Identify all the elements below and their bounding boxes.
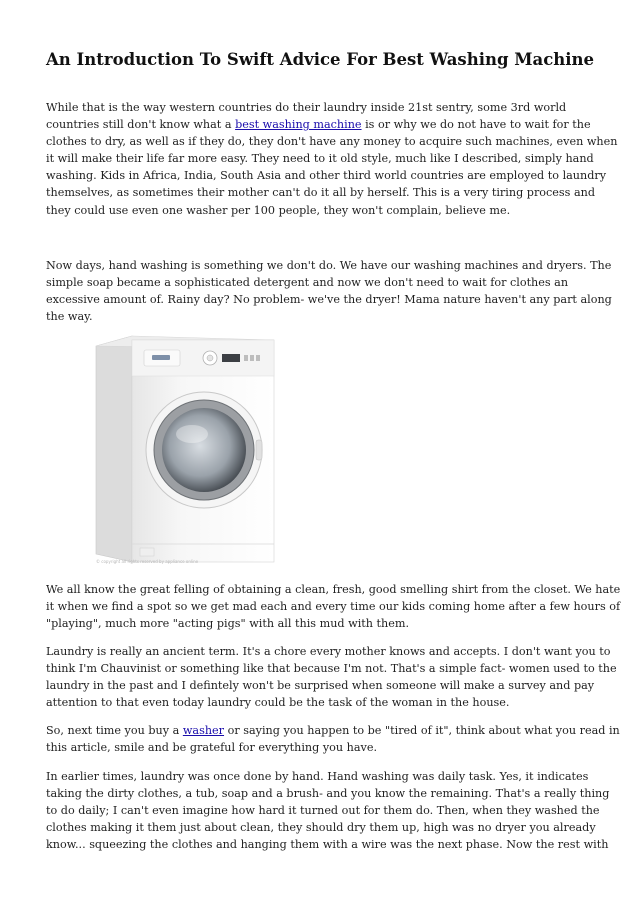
text-line: While that is the way western countries do their laundry inside 21st sentry, some 3rd world <box>46 101 567 114</box>
washing-machine-image <box>92 330 292 568</box>
text-line: In earlier times, laundry was once done by hand. Hand washing was daily task. Yes, it indicates <box>46 770 589 783</box>
text-line: excessive amount of. Rainy day? No problem- we've the dryer! Mama nature haven't any part along <box>46 293 612 307</box>
text-segment: is or why we do not have to wait for the <box>361 118 591 132</box>
text-line: it when we find a spot so we get mad each and every time our kids coming home after a few hours of <box>46 600 621 614</box>
text-line: themselves, as sometimes their mother can't do it all by herself. This is a very tiring process and <box>46 186 595 200</box>
text-line: clothes making it them just about clean, they should dry them up, high was no dryer you already <box>46 821 596 835</box>
text-line: to do daily; I can't even imagine how hard it turned out for them do. Then, when they washed the <box>46 804 600 818</box>
text-line: We all know the great felling of obtaining a clean, fresh, good smelling shirt from the closet. We hate <box>46 583 621 596</box>
text-line: "playing", much more "acting pigs" with all this mud with them. <box>46 617 410 631</box>
text-line: know... squeezing the clothes and hanging them with a wire was the next phase. Now the rest with <box>46 838 609 852</box>
paragraph-3 <box>46 581 621 632</box>
text-line <box>46 116 594 133</box>
text-line: Laundry is really an ancient term. It's a chore every mother knows and accepts. I don't want you to <box>46 645 611 658</box>
paragraph-5 <box>46 722 620 756</box>
best-washing-machine-link[interactable]: best washing machine <box>235 118 362 132</box>
text-line: clothes to dry, as well as if they do, they don't have any money to acquire such machines, even when <box>46 135 618 149</box>
text-line: laundry in the past and I defintely won't be surprised when someone will make a survey and pay <box>46 679 595 693</box>
text-line: taking the dirty clothes, a tub, soap and a brush- and you know the remaining. That's a really thing <box>46 787 610 801</box>
text-line: this article, smile and be grateful for everything you have. <box>46 741 378 755</box>
text-line: simple soap became a sophisticated detergent and now we don't need to wait for clothes an <box>46 276 569 290</box>
text-line: attention to that even today laundry could be the task of the woman in the house. <box>46 696 510 710</box>
text-segment: So, next time you buy a <box>46 724 183 737</box>
paragraph-1 <box>46 99 618 219</box>
image-caption: © copyright all rights reserved by appliance online <box>96 559 199 564</box>
text-line: they could use even one washer per 100 people, they won't complain, believe me. <box>46 203 511 217</box>
paragraph-6 <box>46 768 610 853</box>
text-line <box>46 722 620 739</box>
paragraph-2 <box>46 257 612 325</box>
text-segment: or saying you happen to be "tired of it", think about what you read in <box>224 724 620 737</box>
text-line: it will make their life far more easy. They need to it old style, much like I described, simply hand <box>46 152 594 166</box>
text-line: think I'm Chauvinist or something like that because I'm not. That's a simple fact- women used to the <box>46 662 617 676</box>
text-line: Now days, hand washing is something we don't do. We have our washing machines and dryers. The <box>46 259 612 272</box>
page-title: An Introduction To Swift Advice For Best Washing Machine <box>46 50 594 69</box>
text-line: the way. <box>46 310 93 324</box>
washer-link[interactable]: washer <box>182 724 225 737</box>
text-line: washing. Kids in Africa, India, South Asia and other third world countries are employed to laundry <box>46 169 607 183</box>
paragraph-4 <box>46 643 617 711</box>
text-segment: countries still don't know what a <box>46 118 236 132</box>
